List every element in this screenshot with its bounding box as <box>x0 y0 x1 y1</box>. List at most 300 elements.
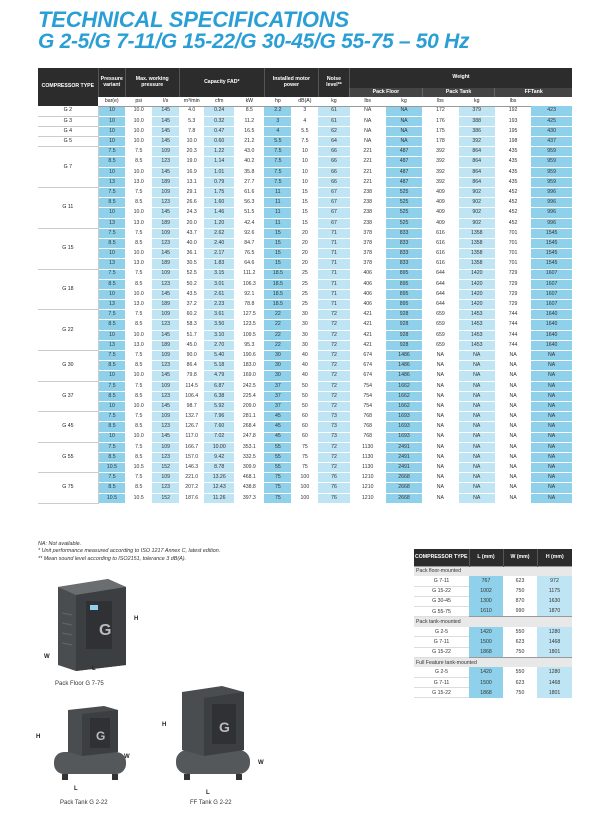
dim-cell: G 2-5 <box>414 627 469 637</box>
table-cell: 111.2 <box>234 269 264 279</box>
table-cell: 10.0 <box>125 167 152 177</box>
table-cell: 221 <box>350 177 386 187</box>
table-cell: 7.5 <box>125 228 152 238</box>
table-row <box>38 289 572 299</box>
table-cell: 73 <box>318 432 349 442</box>
table-cell: 30 <box>291 310 318 320</box>
table-cell: NA <box>422 422 458 432</box>
model-cell: G 11 <box>38 188 98 229</box>
dim-group-row <box>414 617 572 627</box>
table-row <box>38 269 572 279</box>
table-cell: 90.0 <box>179 351 204 361</box>
table-cell: NA <box>495 391 531 401</box>
table-cell: 1130 <box>350 452 386 462</box>
table-cell: 18.5 <box>264 279 291 289</box>
table-cell: 864 <box>459 157 495 167</box>
table-cell: 15 <box>291 208 318 218</box>
table-cell: 10.0 <box>125 126 152 136</box>
table-cell: 50 <box>291 381 318 391</box>
table-cell: 1607 <box>531 279 572 289</box>
table-cell: 864 <box>459 177 495 187</box>
table-cell: NA <box>459 432 495 442</box>
table-cell: 169.0 <box>234 371 264 381</box>
table-cell: 195 <box>495 126 531 136</box>
table-cell: 13 <box>98 259 125 269</box>
table-cell: 754 <box>350 401 386 411</box>
unit-header: kg <box>386 97 422 106</box>
table-cell: 10 <box>98 330 125 340</box>
table-cell: 7.5 <box>98 381 125 391</box>
header-pressure-variant: Pressure variant <box>98 68 125 97</box>
table-cell: 7.5 <box>125 442 152 452</box>
ff-tank-dim-l: L <box>206 790 210 796</box>
dim-cell: G 7-11 <box>414 637 469 647</box>
table-cell: 127.5 <box>234 310 264 320</box>
table-cell: 10 <box>98 116 125 126</box>
table-cell: NA <box>459 422 495 432</box>
table-cell: 406 <box>350 279 386 289</box>
dim-cell: 750 <box>503 688 537 698</box>
table-cell: 8.5 <box>98 361 125 371</box>
table-cell: 37.2 <box>179 300 204 310</box>
table-cell: 959 <box>531 157 572 167</box>
table-cell: 409 <box>422 188 458 198</box>
table-cell: 378 <box>350 238 386 248</box>
table-cell: 71 <box>318 300 349 310</box>
table-cell: 72 <box>318 361 349 371</box>
table-cell: 11 <box>264 198 291 208</box>
table-cell: 66 <box>318 147 349 157</box>
table-cell: NA <box>422 412 458 422</box>
footnote-noise: ** Mean sound level according to ISO2151, tolerance 3 dB(A). <box>38 555 187 562</box>
table-cell: 8.5 <box>125 157 152 167</box>
dim-cell: 550 <box>503 667 537 677</box>
table-cell: NA <box>495 493 531 503</box>
table-cell: 8.5 <box>125 198 152 208</box>
table-cell: 4 <box>291 116 318 126</box>
table-cell: 13.0 <box>125 177 152 187</box>
table-cell: 1545 <box>531 228 572 238</box>
table-cell: 67 <box>318 188 349 198</box>
table-cell: NA <box>350 106 386 116</box>
model-cell: G 37 <box>38 381 98 412</box>
table-cell: 1130 <box>350 463 386 473</box>
model-cell: G 18 <box>38 269 98 310</box>
table-cell: 24.3 <box>179 208 204 218</box>
table-cell: 209.0 <box>234 401 264 411</box>
table-cell: NA <box>495 483 531 493</box>
table-cell: 1640 <box>531 320 572 330</box>
table-cell: 123 <box>152 198 179 208</box>
table-cell: 75 <box>291 452 318 462</box>
pack-floor-dim-w: W <box>44 654 50 660</box>
table-cell: 145 <box>152 249 179 259</box>
table-cell: 1662 <box>386 381 422 391</box>
table-cell: 10.0 <box>125 401 152 411</box>
table-cell: 2.62 <box>204 228 234 238</box>
table-cell: 959 <box>531 167 572 177</box>
table-row <box>38 259 572 269</box>
table-cell: 187.6 <box>179 493 204 503</box>
table-cell: 145 <box>152 208 179 218</box>
table-cell: 166.7 <box>179 442 204 452</box>
table-cell: 833 <box>386 259 422 269</box>
table-cell: 895 <box>386 269 422 279</box>
table-cell: 18.5 <box>264 300 291 310</box>
table-cell: 7.5 <box>125 473 152 483</box>
dim-cell: 1868 <box>469 688 503 698</box>
table-row <box>38 452 572 462</box>
table-cell: 1130 <box>350 442 386 452</box>
table-cell: 43.5 <box>179 289 204 299</box>
table-cell: 644 <box>422 269 458 279</box>
table-cell: 729 <box>495 279 531 289</box>
header-max-working-pressure: Max. working pressure <box>125 68 179 97</box>
table-cell: 221 <box>350 167 386 177</box>
table-cell: NA <box>531 452 572 462</box>
table-cell: 189 <box>152 259 179 269</box>
dim-cell: 1300 <box>469 596 503 606</box>
table-cell: 75 <box>264 483 291 493</box>
table-cell: NA <box>422 361 458 371</box>
table-cell: 644 <box>422 300 458 310</box>
table-cell: 864 <box>459 147 495 157</box>
table-cell: 16.9 <box>179 167 204 177</box>
table-cell: 332.5 <box>234 452 264 462</box>
table-cell: 895 <box>386 279 422 289</box>
dim-cell: 623 <box>503 637 537 647</box>
table-cell: 55 <box>264 442 291 452</box>
table-cell: 6.38 <box>204 391 234 401</box>
table-cell: 7.5 <box>98 412 125 422</box>
table-cell: NA <box>495 412 531 422</box>
dim-cell: 1420 <box>469 627 503 637</box>
table-cell: NA <box>459 361 495 371</box>
table-cell: 56.3 <box>234 198 264 208</box>
table-cell: 421 <box>350 320 386 330</box>
table-cell: 1358 <box>459 238 495 248</box>
table-cell: 7.8 <box>179 126 204 136</box>
table-cell: 10 <box>98 106 125 116</box>
table-cell: 30.5 <box>179 259 204 269</box>
dim-cell: 1468 <box>537 678 572 688</box>
table-cell: 29.1 <box>179 188 204 198</box>
dimensions-table <box>414 549 572 698</box>
table-cell: 2491 <box>386 463 422 473</box>
table-cell: 7.5 <box>98 473 125 483</box>
table-cell: 487 <box>386 167 422 177</box>
table-cell: 50 <box>291 401 318 411</box>
table-cell: 386 <box>459 126 495 136</box>
table-cell: 19.0 <box>179 157 204 167</box>
dim-cell: 1175 <box>537 586 572 596</box>
table-cell: 435 <box>495 177 531 187</box>
table-cell: 729 <box>495 269 531 279</box>
table-cell: 928 <box>386 310 422 320</box>
table-cell: NA <box>495 442 531 452</box>
table-cell: 1.83 <box>204 259 234 269</box>
table-cell: 421 <box>350 330 386 340</box>
table-cell: 176 <box>422 116 458 126</box>
table-cell: 7.5 <box>98 269 125 279</box>
table-cell: 109 <box>152 473 179 483</box>
table-cell: 72 <box>318 381 349 391</box>
table-cell: 11 <box>264 208 291 218</box>
table-cell: 73 <box>318 422 349 432</box>
table-cell: 84.7 <box>234 238 264 248</box>
table-cell: 15 <box>264 259 291 269</box>
dim-row <box>414 637 572 647</box>
dim-cell: 623 <box>503 576 537 586</box>
table-row <box>38 228 572 238</box>
table-cell: 1420 <box>459 269 495 279</box>
unit-header: dB(A) <box>291 97 318 106</box>
table-cell: 126.7 <box>179 422 204 432</box>
table-cell: 3 <box>291 106 318 116</box>
unit-header: lbs <box>495 97 531 106</box>
table-cell: 109 <box>152 188 179 198</box>
table-cell: 754 <box>350 391 386 401</box>
table-cell: 616 <box>422 228 458 238</box>
pack-floor-caption: Pack Floor G 7-75 <box>55 681 104 687</box>
table-cell: 189 <box>152 218 179 228</box>
table-cell: 1662 <box>386 391 422 401</box>
table-cell: 435 <box>495 157 531 167</box>
table-row <box>38 279 572 289</box>
ff-tank-compressor-image <box>172 684 254 784</box>
table-cell: 7.5 <box>264 167 291 177</box>
table-cell: 145 <box>152 371 179 381</box>
table-row <box>38 116 572 126</box>
title-line-1: TECHNICAL SPECIFICATIONS <box>38 7 349 32</box>
header-ff-tank: FFTank <box>495 88 572 97</box>
table-cell: 1640 <box>531 330 572 340</box>
table-cell: 157.0 <box>179 452 204 462</box>
table-cell: 10.0 <box>125 208 152 218</box>
table-cell: 996 <box>531 198 572 208</box>
table-cell: 1358 <box>459 259 495 269</box>
table-cell: 30 <box>264 361 291 371</box>
table-cell: 40 <box>291 361 318 371</box>
table-cell: 8.5 <box>125 320 152 330</box>
table-cell: 10 <box>98 249 125 259</box>
table-cell: 4.0 <box>179 106 204 116</box>
table-cell: NA <box>422 371 458 381</box>
dim-cell: G 30-45 <box>414 596 469 606</box>
table-cell: 388 <box>459 116 495 126</box>
table-row <box>38 137 572 147</box>
table-cell: 7.5 <box>264 157 291 167</box>
table-row <box>38 340 572 350</box>
table-cell: 996 <box>531 218 572 228</box>
table-cell: 145 <box>152 106 179 116</box>
table-cell: 7.5 <box>125 412 152 422</box>
table-cell: 221 <box>350 157 386 167</box>
table-cell: 7.5 <box>264 177 291 187</box>
table-cell: 76 <box>318 483 349 493</box>
table-cell: 3.01 <box>204 279 234 289</box>
table-row <box>38 330 572 340</box>
dim-cell: 990 <box>503 607 537 617</box>
table-cell: 8.5 <box>125 483 152 493</box>
table-cell: 64 <box>318 137 349 147</box>
table-cell: 114.5 <box>179 381 204 391</box>
table-cell: 145 <box>152 432 179 442</box>
table-cell: 72 <box>318 320 349 330</box>
dim-group-label: Full Feature tank-mounted <box>414 657 572 667</box>
table-row <box>38 310 572 320</box>
table-cell: 1420 <box>459 300 495 310</box>
table-cell: 67 <box>318 198 349 208</box>
table-cell: 109 <box>152 412 179 422</box>
table-cell: 7.5 <box>98 188 125 198</box>
table-cell: 8.5 <box>98 483 125 493</box>
table-cell: NA <box>386 126 422 136</box>
page-title <box>38 8 469 53</box>
model-cell: G 7 <box>38 147 98 188</box>
table-cell: 2.17 <box>204 249 234 259</box>
table-cell: NA <box>459 483 495 493</box>
ff-tank-caption: FF Tank G 2-22 <box>190 800 232 806</box>
table-cell: NA <box>531 442 572 452</box>
table-cell: NA <box>422 351 458 361</box>
table-cell: 109.5 <box>234 330 264 340</box>
table-cell: 95.3 <box>234 340 264 350</box>
table-cell: 1640 <box>531 310 572 320</box>
table-row <box>38 412 572 422</box>
pack-tank-dim-h: H <box>36 734 41 740</box>
table-cell: 67 <box>318 218 349 228</box>
table-cell: 281.1 <box>234 412 264 422</box>
dim-cell: 1870 <box>537 607 572 617</box>
table-cell: 0.32 <box>204 116 234 126</box>
table-cell: 109 <box>152 269 179 279</box>
table-cell: 2.40 <box>204 238 234 248</box>
table-cell: 50 <box>291 391 318 401</box>
table-cell: 392 <box>422 147 458 157</box>
table-cell: 309.9 <box>234 463 264 473</box>
table-cell: 152 <box>152 493 179 503</box>
dim-cell: 1868 <box>469 647 503 657</box>
table-cell: 7.5 <box>98 442 125 452</box>
table-cell: NA <box>495 473 531 483</box>
table-cell: 644 <box>422 289 458 299</box>
table-cell: 238 <box>350 188 386 198</box>
table-row <box>38 177 572 187</box>
table-cell: 109 <box>152 381 179 391</box>
table-cell: 1453 <box>459 310 495 320</box>
table-cell: 744 <box>495 330 531 340</box>
table-cell: 55 <box>264 463 291 473</box>
table-cell: 71 <box>318 238 349 248</box>
table-cell: 145 <box>152 116 179 126</box>
table-cell: 8.5 <box>125 391 152 401</box>
table-cell: 15 <box>291 188 318 198</box>
table-cell: 106.3 <box>234 279 264 289</box>
table-cell: 409 <box>422 198 458 208</box>
header-motor-power: Installed motor power <box>264 68 318 97</box>
table-cell: 72 <box>318 310 349 320</box>
dim-cell: G 15-22 <box>414 647 469 657</box>
table-cell: 221 <box>350 147 386 157</box>
footnote-capacity: * Unit performance measured according to ISO 1217 Annex C, latest edition. <box>38 548 221 555</box>
table-cell: 71 <box>318 279 349 289</box>
table-cell: 8.5 <box>125 452 152 462</box>
table-row <box>38 218 572 228</box>
table-cell: 7.02 <box>204 432 234 442</box>
table-cell: NA <box>422 463 458 473</box>
table-cell: 1420 <box>459 289 495 299</box>
table-cell: 616 <box>422 238 458 248</box>
table-cell: 2.70 <box>204 340 234 350</box>
table-cell: 1486 <box>386 371 422 381</box>
table-cell: 525 <box>386 218 422 228</box>
table-cell: 35.8 <box>234 167 264 177</box>
table-row <box>38 422 572 432</box>
table-cell: 8.5 <box>98 279 125 289</box>
table-cell: NA <box>495 432 531 442</box>
table-cell: 72 <box>318 391 349 401</box>
table-cell: 61.6 <box>234 188 264 198</box>
table-cell: NA <box>422 452 458 462</box>
table-cell: 10 <box>98 432 125 442</box>
table-cell: 1693 <box>386 432 422 442</box>
table-cell: 406 <box>350 269 386 279</box>
table-cell: 833 <box>386 238 422 248</box>
table-cell: NA <box>459 463 495 473</box>
table-cell: NA <box>531 381 572 391</box>
dim-row <box>414 678 572 688</box>
table-cell: 1210 <box>350 493 386 503</box>
header-pack-tank: Pack Tank <box>422 88 495 97</box>
table-cell: 996 <box>531 188 572 198</box>
table-cell: 928 <box>386 340 422 350</box>
table-cell: 189 <box>152 177 179 187</box>
header-pack-floor: Pack Floor <box>350 88 423 97</box>
table-cell: 378 <box>350 259 386 269</box>
table-cell: 86.4 <box>179 361 204 371</box>
dim-group-row <box>414 566 572 576</box>
table-cell: 10.0 <box>125 106 152 116</box>
table-cell: 435 <box>495 147 531 157</box>
table-cell: 7.60 <box>204 422 234 432</box>
dim-header-w: W (mm) <box>503 549 537 566</box>
table-cell: 379 <box>459 106 495 116</box>
table-cell: 11.26 <box>204 493 234 503</box>
table-cell: 406 <box>350 289 386 299</box>
table-cell: NA <box>422 432 458 442</box>
table-cell: 20 <box>291 259 318 269</box>
table-cell: NA <box>459 371 495 381</box>
table-cell: 1358 <box>459 228 495 238</box>
table-cell: 674 <box>350 361 386 371</box>
title-line-2: G 2-5/G 7-11/G 15-22/G 30-45/G 55-75 – 50 Hz <box>38 30 470 54</box>
table-row <box>38 381 572 391</box>
table-cell: 37 <box>264 401 291 411</box>
table-cell: NA <box>495 463 531 473</box>
table-cell: 66 <box>318 167 349 177</box>
dim-cell: 972 <box>537 576 572 586</box>
table-cell: 2491 <box>386 442 422 452</box>
table-cell: 1.20 <box>204 218 234 228</box>
g-letter-icon: G <box>99 622 112 639</box>
table-cell: 10 <box>98 208 125 218</box>
table-cell: 221.0 <box>179 473 204 483</box>
table-cell: 1420 <box>459 279 495 289</box>
table-cell: 895 <box>386 289 422 299</box>
table-cell: 2668 <box>386 483 422 493</box>
table-cell: 3.10 <box>204 330 234 340</box>
